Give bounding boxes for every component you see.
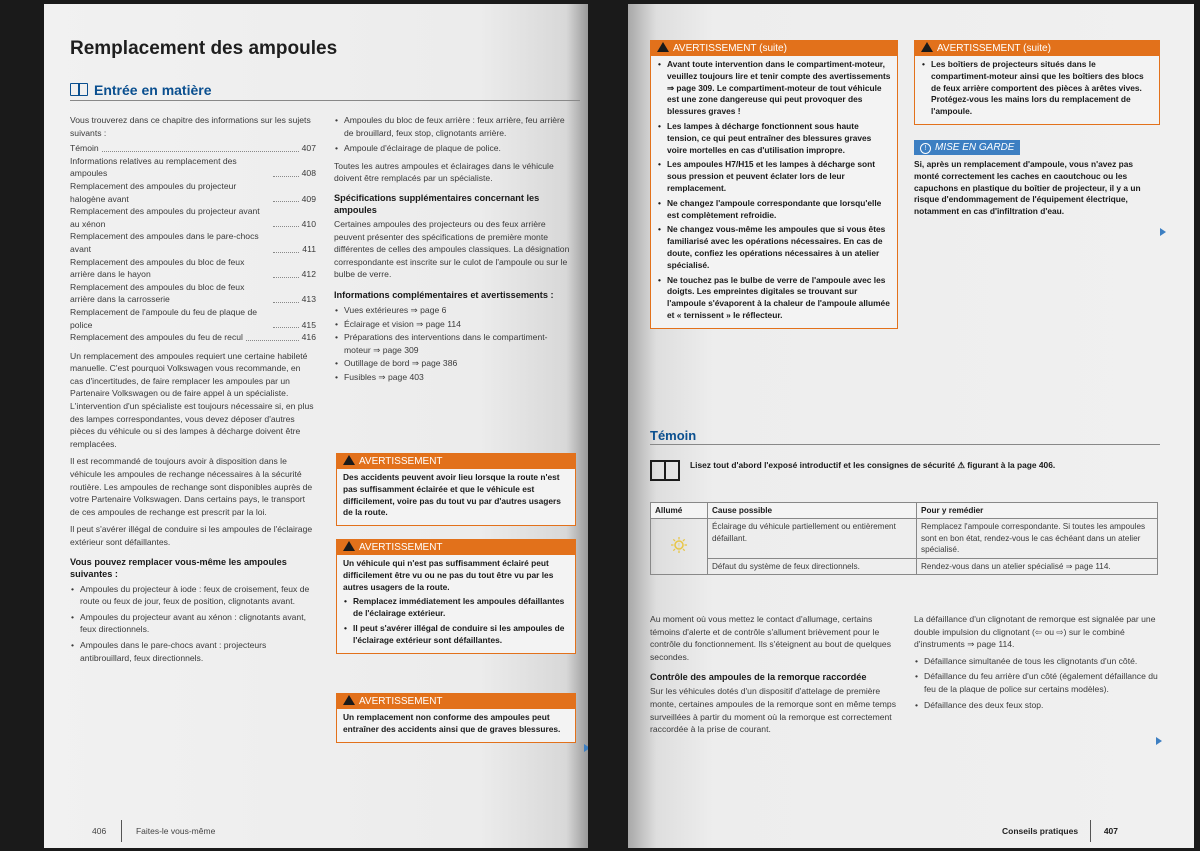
warning-text: Un remplacement non conforme des ampoules peut entraîner des accidents ainsi que de graves blessures. <box>343 712 561 734</box>
table-cell: Rendez-vous dans un atelier spécialisé ⇒ page 114. <box>917 558 1158 574</box>
footer-right <box>1002 820 1118 842</box>
page-number: 407 <box>1103 826 1118 836</box>
toc-row <box>70 281 316 306</box>
toc-row <box>70 155 316 180</box>
book-icon <box>70 83 88 96</box>
warning-header: AVERTISSEMENT <box>337 454 575 469</box>
list-item: • Vues extérieures ⇒ page 6 <box>334 304 574 317</box>
list-item: • Fusibles ⇒ page 403 <box>334 371 574 384</box>
toc-leader <box>246 340 299 341</box>
list-item: • Défaillance simultanée de tous les clignotants d'un côté. <box>914 655 1158 668</box>
continue-arrow-icon <box>584 744 588 752</box>
table-row <box>651 519 1158 558</box>
temoin-table <box>650 502 1158 575</box>
toc-row <box>70 256 316 281</box>
warning-header: AVERTISSEMENT (suite) <box>915 41 1159 56</box>
toc-leader <box>273 201 299 202</box>
toc-row <box>70 142 316 155</box>
toc-title: Remplacement de l'ampoule du feu de plaque de police <box>70 306 258 330</box>
list-item: • Ampoule d'éclairage de plaque de police. <box>334 142 574 155</box>
toc-row <box>70 331 316 344</box>
paragraph: Un remplacement des ampoules requiert une certaine habileté manuelle. C'est pourquoi Volkswagen vous recommande, en cas d'incertitudes, de faire remplacer les ampoules par un Partenaire Volkswagen ou de faire appel à un spécialiste. L'intervention d'un spécialiste est toujours nécessaire si, en plus des lampes correspondantes, vous devez déposer d'autres pièces du véhicule ou si des lampes à décharge doivent être remplacées. <box>70 350 314 449</box>
book-icon <box>650 460 680 481</box>
notice-box <box>914 137 1158 218</box>
intro-text: Vous trouverez dans ce chapitre des informations sur les sujets suivants : <box>70 115 311 138</box>
table-cell: Éclairage du véhicule partiellement ou entièrement défaillant. <box>708 519 917 558</box>
warning-bullet: • Ne changez l'ampoule correspondante que lorsqu'elle est complètement refroidie. <box>657 198 891 222</box>
left-page <box>44 4 588 848</box>
toc-leader <box>273 176 299 177</box>
toc-leader <box>273 226 299 227</box>
footer-left <box>92 820 215 842</box>
toc-title: Remplacement des ampoules du projecteur avant au xénon <box>70 206 260 229</box>
warning-box-1 <box>336 453 576 526</box>
toc-page: 407 <box>301 143 316 154</box>
toc-page: 416 <box>301 332 316 343</box>
notice-text: Si, après un remplacement d'ampoule, vous n'avez pas monté correctement les caches en caoutchouc ou les capuchons en plastique du boîtier de projecteur, il y a un risque d'endommagement de l'équipement électrique, notamment en cas d'infiltration d'eau. <box>914 159 1141 217</box>
warning-box-3 <box>336 693 576 743</box>
paragraph: La défaillance d'un clignotant de remorque est signalée par une double impulsion du clignotant (⇦ ou ⇨) sur le combiné d'instruments ⇒ page 114. <box>914 614 1156 650</box>
warning-bullet: • Il peut s'avérer illégal de conduire si les ampoules de l'éclairage extérieur sont défaillantes. <box>343 623 569 647</box>
subheading: Contrôle des ampoules de la remorque raccordée <box>650 672 867 683</box>
warning-text: Un véhicule qui n'est pas suffisamment éclairé peut difficilement être vu ou ne pas du tout être vu par les autres usagers de la route. <box>343 558 554 592</box>
toc-title: Remplacement des ampoules du feu de recul <box>70 332 243 343</box>
warning-triangle-icon <box>343 541 355 551</box>
list-item: • Ampoules du projecteur avant au xénon : clignotants avant, feux directionnels. <box>70 611 316 636</box>
toc-leader <box>273 277 299 278</box>
paragraph: Toutes les autres ampoules et éclairages dans le véhicule doivent être remplacés par un spécialiste. <box>334 160 554 184</box>
toc-title: Témoin <box>70 143 99 154</box>
list-item: • Éclairage et vision ⇒ page 114 <box>334 318 574 331</box>
page-number: 406 <box>92 826 107 836</box>
toc-title: Informations relatives au remplacement des ampoules <box>70 155 237 179</box>
toc-row <box>70 306 316 331</box>
toc-page: 409 <box>301 193 316 204</box>
toc-list <box>70 142 316 344</box>
bullet-list <box>334 114 574 155</box>
list-item: • Défaillance du feu arrière d'un côté (également défaillance du feu de la plaque de police sur certains modèles). <box>914 670 1158 695</box>
continue-arrow-icon <box>1156 737 1162 745</box>
toc-row <box>70 205 316 230</box>
toc-page: 410 <box>301 218 316 229</box>
chapter-name: Faites-le vous-même <box>135 826 216 836</box>
page-title: Remplacement des ampoules <box>70 38 338 59</box>
info-circle-icon: ! <box>920 143 931 154</box>
paragraph: Sur les véhicules dotés d'un dispositif d'attelage de première monte, certaines ampoules de la remorque sont en même temps surveillées à partir du moment où la remorque est correctement raccordée à la prise de courant. <box>650 686 897 735</box>
list-item: • Défaillance des deux feux stop. <box>914 699 1158 712</box>
right-column-1 <box>650 613 900 736</box>
warning-box-2 <box>336 539 576 654</box>
toc-title: Remplacement des ampoules du projecteur halogène avant <box>70 180 237 204</box>
table-header: Pour y remédier <box>917 503 1158 519</box>
toc-page: 408 <box>301 168 316 179</box>
lamp-warning-icon <box>651 519 708 575</box>
toc-leader <box>273 327 299 328</box>
table-cell: Défaut du système de feux directionnels. <box>708 558 917 574</box>
list-item: • Ampoules dans le pare-chocs avant : projecteurs antibrouillard, feux directionnels. <box>70 639 316 664</box>
toc-leader <box>102 151 299 152</box>
warning-header: AVERTISSEMENT <box>337 540 575 555</box>
toc-page: 411 <box>302 243 316 254</box>
paragraph: Certaines ampoules des projecteurs ou des feux arrière peuvent présenter des spécifications de première monte différentes de celles des ampoules classiques. La désignation correspondante est inscrite sur le culot de l'ampoule ou sur le bulbe de verre. <box>334 218 570 280</box>
list-item: • Ampoules du bloc de feux arrière : feux arrière, feu arrière de brouillard, feux stop, clignotants arrière. <box>334 114 574 139</box>
subheading: Vous pouvez remplacer vous-même les ampoules suivantes : <box>70 556 287 579</box>
bullet-list <box>914 655 1158 711</box>
paragraph: Il est recommandé de toujours avoir à disposition dans le véhicule les ampoules de rechange nécessaires à la sécurité routière. Les ampoules de rechange sont disponibles auprès de votre Partenaire Volkswagen. Dans certains pays, le transport de ces ampoules de rechange est prescrit par la loi. <box>70 456 313 517</box>
warning-bullet: • Les lampes à décharge fonctionnent sous haute tension, ce qui peut entraîner des blessures graves voire mortelles en cas d'utilisation impropre. <box>657 121 891 156</box>
warning-triangle-icon <box>343 695 355 705</box>
warning-text: Des accidents peuvent avoir lieu lorsque la route n'est pas suffisamment éclairée et que le véhicule est difficilement, voire pas du tout vu par d'autres usagers de la route. <box>343 472 561 518</box>
chapter-name: Conseils pratiques <box>1002 826 1079 836</box>
warning-bullet: • Ne touchez pas le bulbe de verre de l'ampoule avec les doigts. Les empreintes digitales se trouvant sur l'ampoule s'évaporent à la chaleur de l'ampoule allumée et « ternissent » le réflecteur. <box>657 275 891 322</box>
left-column-2 <box>334 114 574 385</box>
section-heading-temoin: Témoin <box>650 428 1160 445</box>
table-cell: Remplacez l'ampoule correspondante. Si toutes les ampoules sont en bon état, rendez-vous le cas échéant dans un atelier spécialisé. <box>917 519 1158 558</box>
svg-text:!: ! <box>678 543 680 550</box>
toc-title: Remplacement des ampoules dans le pare-chocs avant <box>70 231 259 254</box>
toc-leader <box>273 252 299 253</box>
warning-triangle-icon <box>921 42 933 52</box>
table-header: Allumé <box>651 503 708 519</box>
table-row <box>651 558 1158 574</box>
right-page <box>628 4 1194 848</box>
toc-title: Remplacement des ampoules du bloc de feux arrière dans le hayon <box>70 256 245 280</box>
list-item: • Préparations des interventions dans le compartiment-moteur ⇒ page 309 <box>334 331 574 356</box>
list-item: • Ampoules du projecteur à iode : feux de croisement, feux de route ou feux de jour, feux de position, clignotants avant. <box>70 583 316 608</box>
section-heading-entree: Entrée en matière <box>70 82 580 101</box>
warning-bullet: • Les ampoules H7/H15 et les lampes à décharge sont sous pression et peuvent éclater lors de leur remplacement. <box>657 159 891 194</box>
bullet-list <box>334 304 574 384</box>
right-column-2 <box>914 613 1158 714</box>
toc-row <box>70 180 316 205</box>
toc-leader <box>273 302 299 303</box>
toc-page: 413 <box>301 294 316 305</box>
toc-title: Remplacement des ampoules du bloc de feux arrière dans la carrosserie <box>70 281 245 305</box>
list-item: • Outillage de bord ⇒ page 386 <box>334 357 574 370</box>
warning-box-continued-2 <box>914 40 1160 125</box>
toc-row <box>70 230 316 255</box>
warning-triangle-icon <box>343 455 355 465</box>
continue-arrow-icon <box>1160 228 1166 236</box>
table-header: Cause possible <box>708 503 917 519</box>
notice-header: ! MISE EN GARDE <box>914 140 1020 155</box>
warning-header: AVERTISSEMENT (suite) <box>651 41 897 56</box>
warning-bullet: • Remplacez immédiatement les ampoules défaillantes de l'éclairage extérieur. <box>343 596 569 620</box>
paragraph: Il peut s'avérer illégal de conduire si les ampoules de l'éclairage extérieur sont défaillantes. <box>70 524 313 547</box>
warning-bullet: • Ne changez vous-même les ampoules que si vous êtes familiarisé avec les opérations nécessaires. En cas de doute, confiez les opérations nécessaires à un atelier spécialisé. <box>657 224 891 271</box>
warning-bullet: • Les boîtiers de projecteurs situés dans le compartiment-moteur ainsi que les boîtiers des blocs de feux arrière comportent des pièces à arêtes vives. Protégez-vous les mains lors du remplacement de l'ampoule. <box>921 59 1153 118</box>
temoin-intro: Lisez tout d'abord l'exposé introductif et les consignes de sécurité ⚠ figurant à la page 406. <box>650 460 1160 481</box>
subheading: Spécifications supplémentaires concernant les ampoules <box>334 192 540 215</box>
paragraph: Au moment où vous mettez le contact d'allumage, certains témoins d'alerte et de contrôle s'allument brièvement pour le contrôle du fonctionnement. Ils s'éteignent au bout de quelques secondes. <box>650 614 892 662</box>
warning-box-continued-1 <box>650 40 898 329</box>
toc-page: 415 <box>301 319 316 330</box>
toc-page: 412 <box>301 269 316 280</box>
bullet-list <box>70 583 316 665</box>
warning-triangle-icon <box>657 42 669 52</box>
warning-header: AVERTISSEMENT <box>337 694 575 709</box>
subheading: Informations complémentaires et avertissements : <box>334 289 554 300</box>
left-column-1 <box>70 114 316 667</box>
warning-bullet: • Avant toute intervention dans le compartiment-moteur, veuillez toujours lire et tenir compte des avertissements ⇒ page 309. Le compartiment-moteur de tout véhicule est une zone dangereuse qui peut provoquer des blessures graves ! <box>657 59 891 118</box>
